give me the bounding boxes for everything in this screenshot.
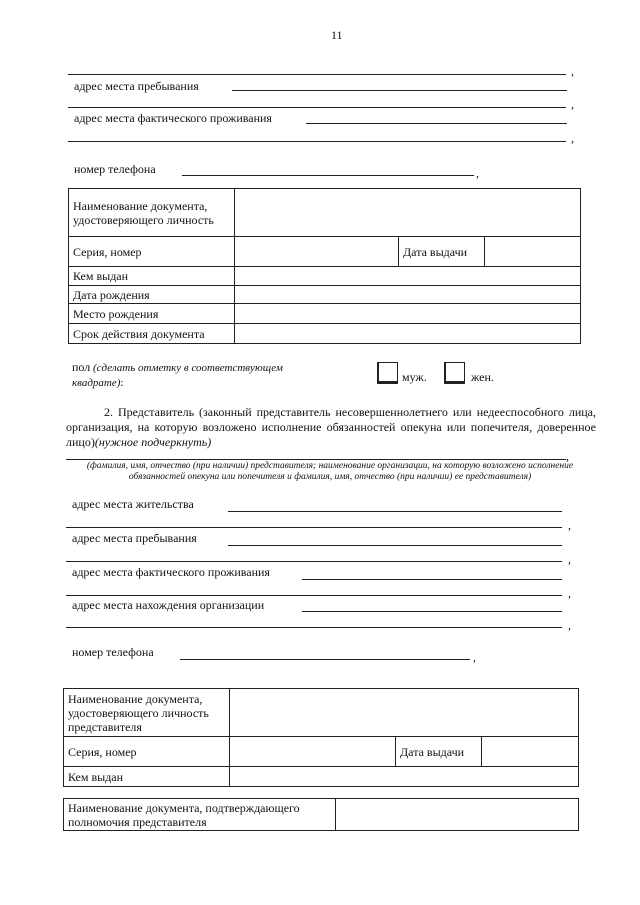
residence-address-label: адрес места жительства [72, 497, 194, 511]
stay-address-label: адрес места пребывания [72, 531, 197, 545]
residence-address-field[interactable] [228, 511, 562, 512]
actual-address-label: адрес места фактического проживания [74, 111, 272, 125]
stay-address-field[interactable] [228, 545, 562, 546]
series-number-field[interactable] [235, 237, 399, 267]
birth-date-field[interactable] [235, 286, 581, 304]
comma: , [476, 166, 479, 180]
birth-place-field[interactable] [235, 304, 581, 324]
series-number-label: Серия, номер [64, 737, 230, 767]
address-line[interactable] [68, 107, 566, 108]
org-address-field[interactable] [302, 611, 562, 612]
validity-field[interactable] [235, 324, 581, 344]
address-line[interactable] [68, 141, 566, 142]
representative-heading [66, 405, 596, 450]
actual-address-field[interactable] [306, 123, 567, 124]
authority-document-table [63, 798, 579, 831]
address-line[interactable] [68, 74, 566, 75]
address-line[interactable] [66, 627, 562, 628]
comma: , [568, 552, 571, 566]
comma: , [566, 449, 569, 463]
sex-label-word: пол [72, 360, 91, 374]
representative-name-field[interactable] [66, 459, 566, 460]
male-checkbox[interactable] [377, 362, 398, 384]
comma: , [568, 586, 571, 600]
issued-by-field[interactable] [230, 767, 579, 787]
issue-date-label: Дата выдачи [396, 737, 482, 767]
phone-label: номер телефона [72, 645, 154, 659]
issue-date-field[interactable] [482, 737, 579, 767]
series-number-field[interactable] [230, 737, 396, 767]
authority-doc-field[interactable] [336, 799, 579, 831]
representative-name-hint: (фамилия, имя, отчество (при наличии) представителя; наименование организации, на которую возложено исполнение обязанностей опекуна или попечителя и фамилия, имя, отчество (при наличии) ее представителя) [86, 461, 574, 482]
phone-field[interactable] [180, 659, 470, 660]
sex-label-hint: (сделать отметку в соответствующем квадрате) [72, 362, 283, 389]
comma: , [473, 650, 476, 664]
doc-name-field[interactable] [235, 189, 581, 237]
female-checkbox[interactable] [444, 362, 465, 384]
comma: , [571, 64, 574, 78]
comma: , [568, 518, 571, 532]
actual-address-field[interactable] [302, 579, 562, 580]
issued-by-label: Кем выдан [64, 767, 230, 787]
doc-name-label: Наименование документа, удостоверяющего личность [69, 189, 235, 237]
sex-label [72, 360, 322, 391]
issued-by-label: Кем выдан [69, 267, 235, 286]
sex-label-colon: : [120, 377, 124, 389]
identity-document-table [68, 188, 581, 344]
issued-by-field[interactable] [235, 267, 581, 286]
org-address-label: адрес места нахождения организации [72, 598, 265, 612]
female-label: жен. [471, 370, 494, 384]
birth-place-label: Место рождения [69, 304, 235, 324]
doc-name-label: Наименование документа, удостоверяющего личность представителя [64, 689, 230, 737]
actual-address-label: адрес места фактического проживания [72, 565, 270, 579]
issue-date-label: Дата выдачи [399, 237, 485, 267]
validity-label: Срок действия документа [69, 324, 235, 344]
address-line[interactable] [66, 561, 562, 562]
issue-date-field[interactable] [485, 237, 581, 267]
series-number-label: Серия, номер [69, 237, 235, 267]
stay-address-field[interactable] [232, 90, 567, 91]
address-line[interactable] [66, 595, 562, 596]
phone-label: номер телефона [74, 162, 156, 176]
authority-doc-label: Наименование документа, подтверждающего полномочия представителя [64, 799, 336, 831]
comma: , [571, 131, 574, 145]
address-line[interactable] [66, 527, 562, 528]
doc-name-field[interactable] [230, 689, 579, 737]
representative-document-table [63, 688, 579, 787]
comma: , [568, 618, 571, 632]
representative-heading-note: (нужное подчеркнуть) [94, 435, 212, 449]
stay-address-label: адрес места пребывания [74, 79, 199, 93]
comma: , [571, 97, 574, 111]
representative-heading-text: 2. Представитель (законный представитель несовершеннолетнего или недееспособного лица, организация, на которую возложено исполнение обязанностей опекуна или попечителя, доверенное лицо) [66, 405, 596, 449]
male-label: муж. [402, 370, 427, 384]
page-number: 11 [331, 28, 343, 42]
phone-field[interactable] [182, 175, 474, 176]
birth-date-label: Дата рождения [69, 286, 235, 304]
